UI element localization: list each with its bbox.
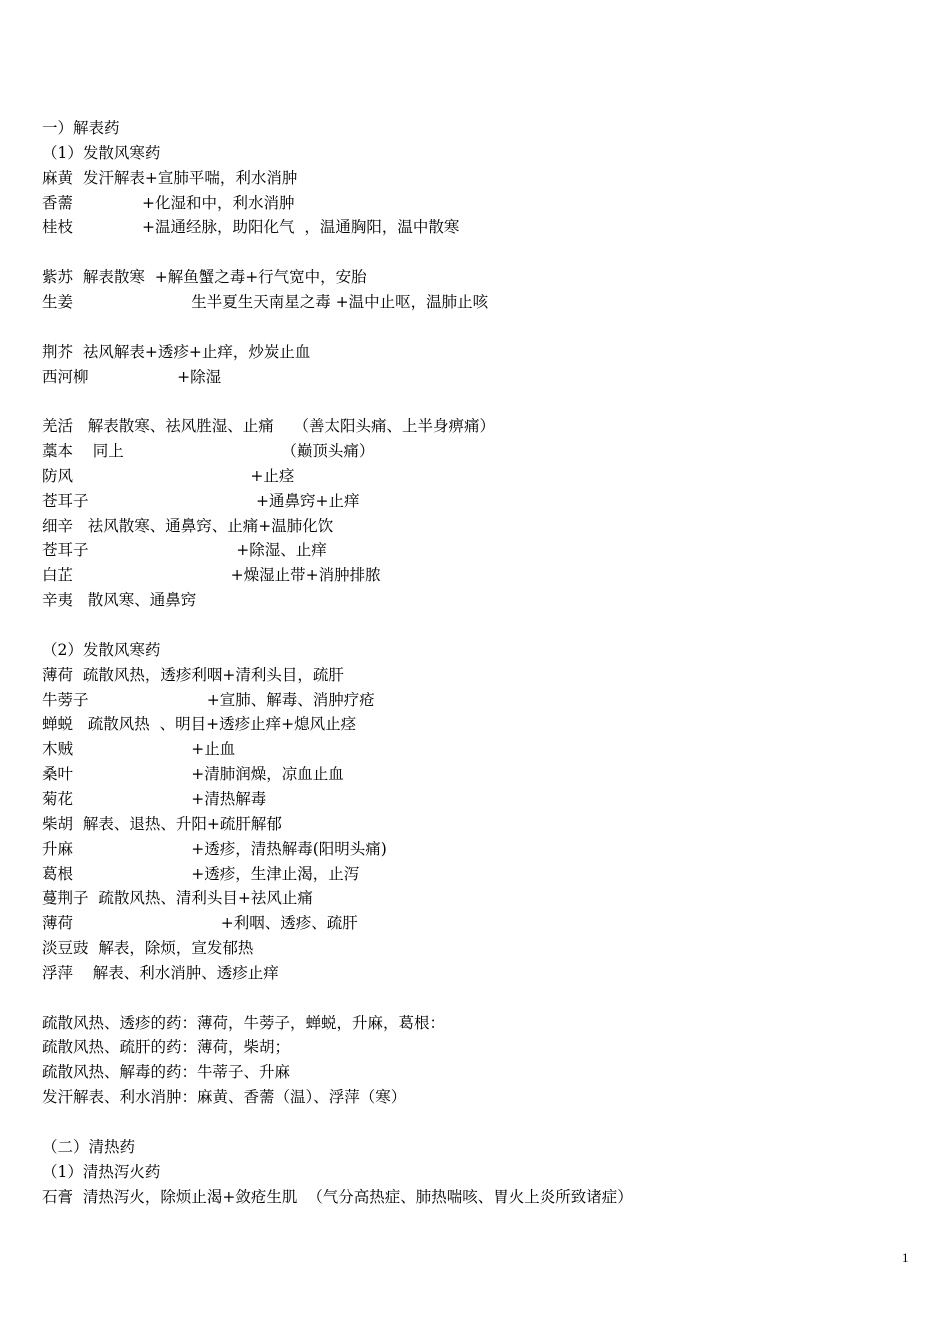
text-line: 菊花 +清热解毒 (42, 789, 267, 808)
text-line: （1）发散风寒药 (42, 143, 161, 162)
text-line: 细辛 祛风散寒、通鼻窍、止痛+温肺化饮 (42, 516, 334, 535)
text-line: 西河柳 +除湿 (42, 367, 222, 386)
text-line: 香薷 +化湿和中，利水消肿 (42, 193, 295, 212)
text-line: 麻黄 发汗解表+宣肺平喘，利水消肿 (42, 168, 298, 187)
text-line: 石膏 清热泻火，除烦止渴+敛疮生肌 （气分高热症、肺热喘咳、胃火上炎所致诸症） (42, 1187, 633, 1206)
text-line: 苍耳子 +通鼻窍+止痒 (42, 491, 360, 510)
text-line: 薄荷 疏散风热，透疹利咽+清利头目，疏肝 (42, 665, 344, 684)
text-line: （2）发散风寒药 (42, 640, 161, 659)
text-line: 一）解表药 (42, 119, 120, 137)
page-number: 1 (902, 1250, 909, 1265)
text-line: （1）清热泻火药 (42, 1162, 161, 1181)
text-line: 荆芥 祛风解表+透疹+止痒，炒炭止血 (42, 342, 311, 361)
text-line: 蔓荆子 疏散风热、清利头目+祛风止痛 (42, 889, 313, 908)
text-line: 紫苏 解表散寒 +解鱼蟹之毒+行气宽中，安胎 (42, 268, 367, 287)
text-line: 羌活 解表散寒、祛风胜湿、止痛 （善太阳头痛、上半身痹痛） (42, 417, 495, 436)
text-line: 柴胡 解表、退热、升阳+疏肝解郁 (42, 814, 282, 833)
text-line: 桑叶 +清肺润燥，凉血止血 (42, 765, 344, 784)
text-line: 浮萍 解表、利水消肿、透疹止痒 (42, 963, 279, 982)
text-line: 牛蒡子 +宣肺、解毒、消肿疗疮 (42, 690, 375, 709)
text-line: 升麻 +透疹，清热解毒(阳明头痛) (42, 839, 387, 858)
text-line: 疏散风热、透疹的药：薄荷，牛蒡子，蝉蜕，升麻，葛根： (42, 1013, 446, 1032)
text-line: 蝉蜕 疏散风热 、明目+透疹止痒+熄风止痉 (42, 715, 357, 734)
text-line: 白芷 +燥湿止带+消肿排脓 (42, 566, 381, 585)
text-line: 藁本 同上 （巅顶头痛） (42, 442, 375, 461)
text-line: 生姜 生半夏生天南星之毒 +温中止呕，温肺止咳 (42, 292, 489, 311)
text-line: （二）清热药 (42, 1137, 136, 1156)
text-line: 葛根 +透疹，生津止渴，止泻 (42, 864, 360, 883)
text-line: 防风 +止痉 (42, 466, 295, 485)
text-line: 发汗解表、利水消肿：麻黄、香薷（温）、浮萍（寒） (42, 1088, 407, 1107)
text-line: 疏散风热、疏肝的药：薄荷，柴胡； (42, 1038, 291, 1057)
text-line: 苍耳子 +除湿、止痒 (42, 541, 327, 560)
text-line: 辛夷 散风寒、通鼻窍 (42, 591, 197, 610)
text-line: 疏散风热、解毒的药：牛蒂子、升麻 (42, 1063, 291, 1082)
text-line: 木贼 +止血 (42, 740, 236, 759)
text-line: 薄荷 +利咽、透疹、疏肝 (42, 914, 358, 933)
text-line: 桂枝 +温通经脉，助阳化气 ，温通胸阳，温中散寒 (42, 218, 460, 237)
text-line: 淡豆豉 解表，除烦，宣发郁热 (42, 939, 254, 958)
